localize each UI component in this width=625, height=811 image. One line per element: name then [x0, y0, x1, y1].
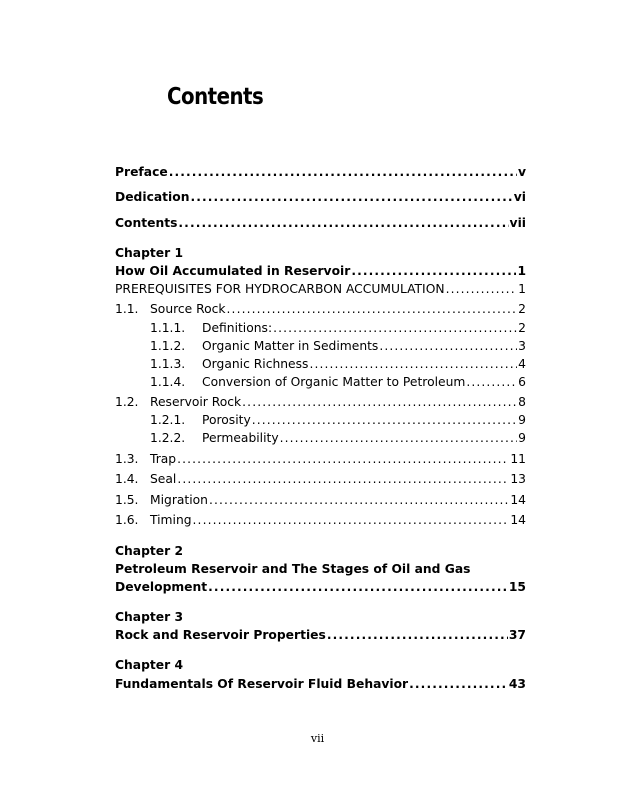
subsection-number: 1.1.1.	[150, 321, 186, 335]
section-number: 1.6.	[115, 513, 139, 527]
toc-entry-chapter-2[interactable]	[115, 578, 526, 596]
entry-label: Conversion of Organic Matter to Petroleum	[202, 375, 466, 389]
page-number-footer: vii	[310, 732, 325, 745]
section-number: 1.4.	[115, 472, 139, 486]
entry-page: 14	[510, 493, 526, 507]
entry-page: 13	[510, 472, 526, 486]
toc-entry-chapter-3[interactable]	[115, 626, 526, 644]
entry-page: 15	[508, 580, 526, 594]
entry-page: vii	[509, 216, 526, 230]
toc-entry-dedication[interactable]	[115, 188, 526, 206]
toc-entry-subsection[interactable]	[115, 373, 526, 391]
entry-label: Fundamentals Of Reservoir Fluid Behavior	[115, 677, 409, 691]
toc-entry-section[interactable]	[115, 450, 526, 468]
dot-leader	[193, 511, 510, 529]
toc-entry-subsection[interactable]	[115, 411, 526, 429]
dot-leader	[190, 188, 512, 206]
dot-leader	[242, 393, 517, 411]
toc-entry-subsection[interactable]	[115, 319, 526, 337]
entry-page: 9	[518, 413, 526, 427]
entry-page: 1	[518, 282, 526, 296]
toc-entry-chapter-4[interactable]	[115, 675, 526, 693]
entry-label: Seal	[150, 472, 177, 486]
entry-label: Timing	[150, 513, 192, 527]
dot-leader	[446, 280, 518, 298]
entry-label: How Oil Accumulated in Reservoir	[115, 264, 351, 278]
entry-label: Trap	[150, 452, 177, 466]
chapter-heading: Chapter 4	[115, 658, 183, 672]
dot-leader	[227, 300, 518, 318]
subsection-number: 1.1.2.	[150, 339, 186, 353]
entry-label: Reservoir Rock	[150, 395, 242, 409]
dot-leader	[327, 626, 508, 644]
chapter-heading: Chapter 3	[115, 610, 183, 624]
toc-entry-section[interactable]	[115, 300, 526, 318]
entry-label: Preface	[115, 165, 168, 179]
entry-page: v	[517, 165, 526, 179]
entry-page: 2	[518, 302, 526, 316]
entry-page: 37	[508, 628, 526, 642]
entry-label: Development	[115, 580, 208, 594]
page-title: Contents	[167, 84, 264, 110]
subsection-number: 1.2.2.	[150, 431, 186, 445]
dot-leader	[209, 491, 509, 509]
dot-leader	[466, 373, 517, 391]
subsection-number: 1.1.4.	[150, 375, 186, 389]
entry-label: PREREQUISITES FOR HYDROCARBON ACCUMULATION	[115, 282, 445, 296]
entry-page: 1	[517, 264, 526, 278]
toc-entry-subsection[interactable]	[115, 355, 526, 373]
entry-label: Migration	[150, 493, 208, 507]
entry-label: Source Rock	[150, 302, 226, 316]
entry-page: 43	[508, 677, 526, 691]
dot-leader	[177, 450, 509, 468]
section-number: 1.5.	[115, 493, 139, 507]
dot-leader	[178, 214, 508, 232]
entry-page: 8	[518, 395, 526, 409]
entry-page: 3	[518, 339, 526, 353]
toc-entry-chapter-1[interactable]	[115, 262, 526, 280]
toc-entry-preface[interactable]	[115, 163, 526, 181]
entry-label: Definitions:	[202, 321, 273, 335]
entry-label: Porosity	[202, 413, 251, 427]
entry-label: Organic Richness	[202, 357, 309, 371]
subsection-number: 1.2.1.	[150, 413, 186, 427]
chapter-title-line[interactable]: Petroleum Reservoir and The Stages of Oil and Gas	[115, 562, 471, 576]
entry-label: Organic Matter in Sediments	[202, 339, 379, 353]
section-number: 1.1.	[115, 302, 139, 316]
entry-page: 2	[518, 321, 526, 335]
entry-label: Dedication	[115, 190, 190, 204]
dot-leader	[409, 675, 508, 693]
entry-page: vi	[513, 190, 526, 204]
chapter-heading: Chapter 1	[115, 246, 183, 260]
section-number: 1.2.	[115, 395, 139, 409]
dot-leader	[208, 578, 508, 596]
toc-entry-section[interactable]	[115, 511, 526, 529]
entry-page: 11	[510, 452, 526, 466]
subsection-number: 1.1.3.	[150, 357, 186, 371]
entry-page: 6	[518, 375, 526, 389]
dot-leader	[177, 470, 509, 488]
section-number: 1.3.	[115, 452, 139, 466]
toc-entry-subsection[interactable]	[115, 429, 526, 447]
dot-leader	[351, 262, 516, 280]
dot-leader	[379, 337, 517, 355]
dot-leader	[252, 411, 517, 429]
entry-label: Rock and Reservoir Properties	[115, 628, 326, 642]
toc-entry-contents[interactable]	[115, 214, 526, 232]
chapter-heading: Chapter 2	[115, 544, 183, 558]
toc-entry-section[interactable]	[115, 393, 526, 411]
entry-page: 4	[518, 357, 526, 371]
toc-entry-section[interactable]	[115, 470, 526, 488]
toc-entry-prerequisites[interactable]	[115, 280, 526, 298]
dot-leader	[309, 355, 517, 373]
dot-leader	[273, 319, 517, 337]
dot-leader	[280, 429, 518, 447]
dot-leader	[169, 163, 517, 181]
entry-page: 9	[518, 431, 526, 445]
entry-label: Contents	[115, 216, 178, 230]
entry-page: 14	[510, 513, 526, 527]
toc-entry-subsection[interactable]	[115, 337, 526, 355]
toc-entry-section[interactable]	[115, 491, 526, 509]
entry-label: Permeability	[202, 431, 279, 445]
